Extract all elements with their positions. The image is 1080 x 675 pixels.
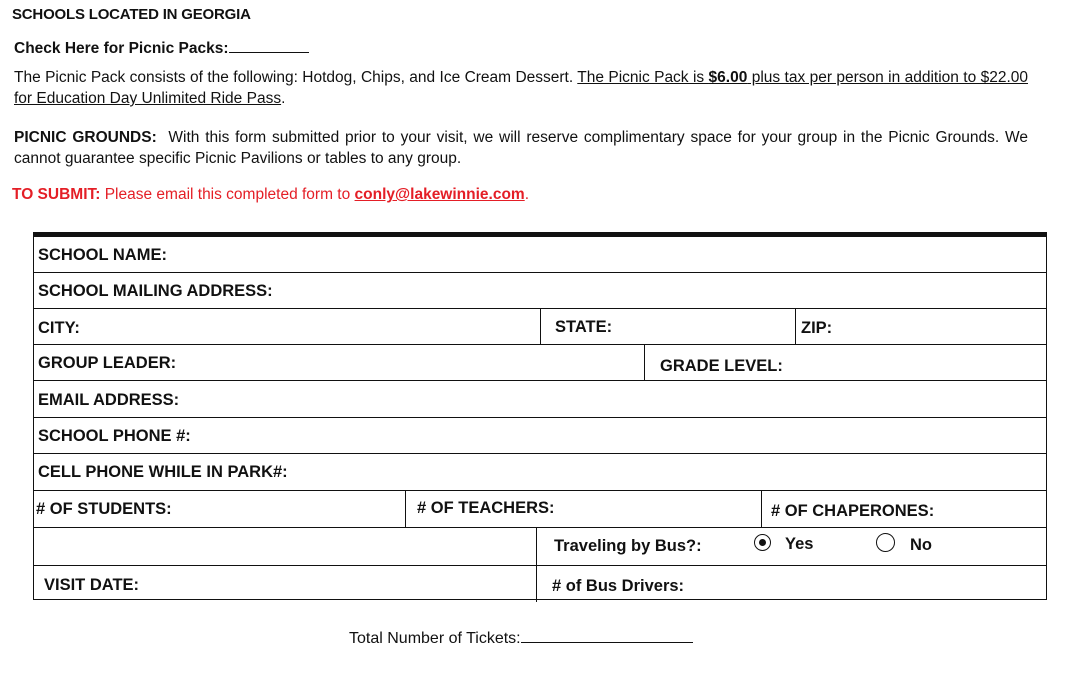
registration-form: [33, 232, 1047, 600]
submit-period: .: [524, 186, 530, 203]
picnic-grounds-text: With this form submitted prior to your visit, we will reserve complimentary space for your group in the Picnic Grounds. We cannot guarantee specific Picnic Pavilions or tables to any group.: [14, 129, 1028, 167]
cell-divider: [540, 308, 541, 344]
zip-label[interactable]: ZIP:: [801, 319, 833, 337]
row-divider: [34, 527, 1046, 528]
picnic-pack-period: .: [281, 90, 286, 107]
group-leader-label[interactable]: GROUP LEADER:: [38, 354, 177, 372]
radio-selected-dot: [759, 539, 766, 546]
picnic-pack-price: $6.00: [708, 69, 748, 86]
cell-divider: [644, 344, 645, 380]
picnic-pack-price-text-b: plus tax per person in addition to $22.00 for Education Day Unlimited Ride Pass: [14, 69, 1028, 107]
cell-divider: [761, 490, 762, 527]
row-divider: [34, 344, 1046, 345]
submit-email-link[interactable]: conly@lakewinnie.com: [354, 186, 525, 203]
submit-instructions: [12, 186, 529, 204]
num-teachers-label[interactable]: # OF TEACHERS:: [417, 499, 555, 517]
picnic-pack-price-text-a: The Picnic Pack is: [577, 69, 709, 86]
bus-yes-radio[interactable]: [754, 534, 771, 551]
picnic-packs-label: Check Here for Picnic Packs:: [14, 40, 229, 57]
picnic-packs-blank[interactable]: [229, 38, 309, 53]
row-divider: [34, 490, 1046, 491]
bus-yes-label: Yes: [785, 535, 814, 553]
city-label[interactable]: CITY:: [38, 319, 80, 337]
cell-divider: [536, 527, 537, 602]
picnic-packs-check: [14, 38, 309, 58]
total-tickets: [349, 628, 693, 648]
visit-date-label[interactable]: VISIT DATE:: [44, 576, 140, 594]
num-chaperones-label[interactable]: # OF CHAPERONES:: [771, 502, 935, 520]
picnic-grounds-label: PICNIC GROUNDS:: [14, 129, 157, 146]
school-name-label[interactable]: SCHOOL NAME:: [38, 246, 167, 264]
bus-no-label: No: [910, 536, 932, 554]
row-divider: [34, 565, 1046, 566]
row-divider: [34, 417, 1046, 418]
cell-phone-label[interactable]: CELL PHONE WHILE IN PARK#:: [38, 463, 288, 481]
bus-drivers-label[interactable]: # of Bus Drivers:: [552, 577, 685, 595]
total-tickets-label: Total Number of Tickets:: [349, 630, 521, 647]
picnic-pack-paragraph: [14, 67, 1028, 109]
state-label[interactable]: STATE:: [555, 318, 613, 336]
mailing-address-label[interactable]: SCHOOL MAILING ADDRESS:: [38, 282, 273, 300]
grade-level-label[interactable]: GRADE LEVEL:: [660, 357, 783, 375]
cell-divider: [795, 308, 796, 344]
num-students-label[interactable]: # OF STUDENTS:: [36, 500, 172, 518]
submit-text: Please email this completed form to: [100, 186, 355, 203]
cell-divider: [405, 490, 406, 527]
row-divider: [34, 272, 1046, 273]
picnic-grounds-paragraph: [14, 127, 1028, 169]
row-divider: [34, 380, 1046, 381]
picnic-pack-contents: The Picnic Pack consists of the following: Hotdog, Chips, and Ice Cream Dessert.: [14, 69, 578, 86]
row-divider: [34, 453, 1046, 454]
schools-located-heading: SCHOOLS LOCATED IN GEORGIA: [12, 6, 251, 23]
bus-no-radio[interactable]: [876, 533, 895, 552]
school-phone-label[interactable]: SCHOOL PHONE #:: [38, 427, 191, 445]
email-address-label[interactable]: EMAIL ADDRESS:: [38, 391, 180, 409]
total-tickets-blank[interactable]: [521, 628, 693, 643]
submit-label: TO SUBMIT:: [12, 186, 101, 203]
traveling-by-bus-label: Traveling by Bus?:: [554, 537, 702, 555]
